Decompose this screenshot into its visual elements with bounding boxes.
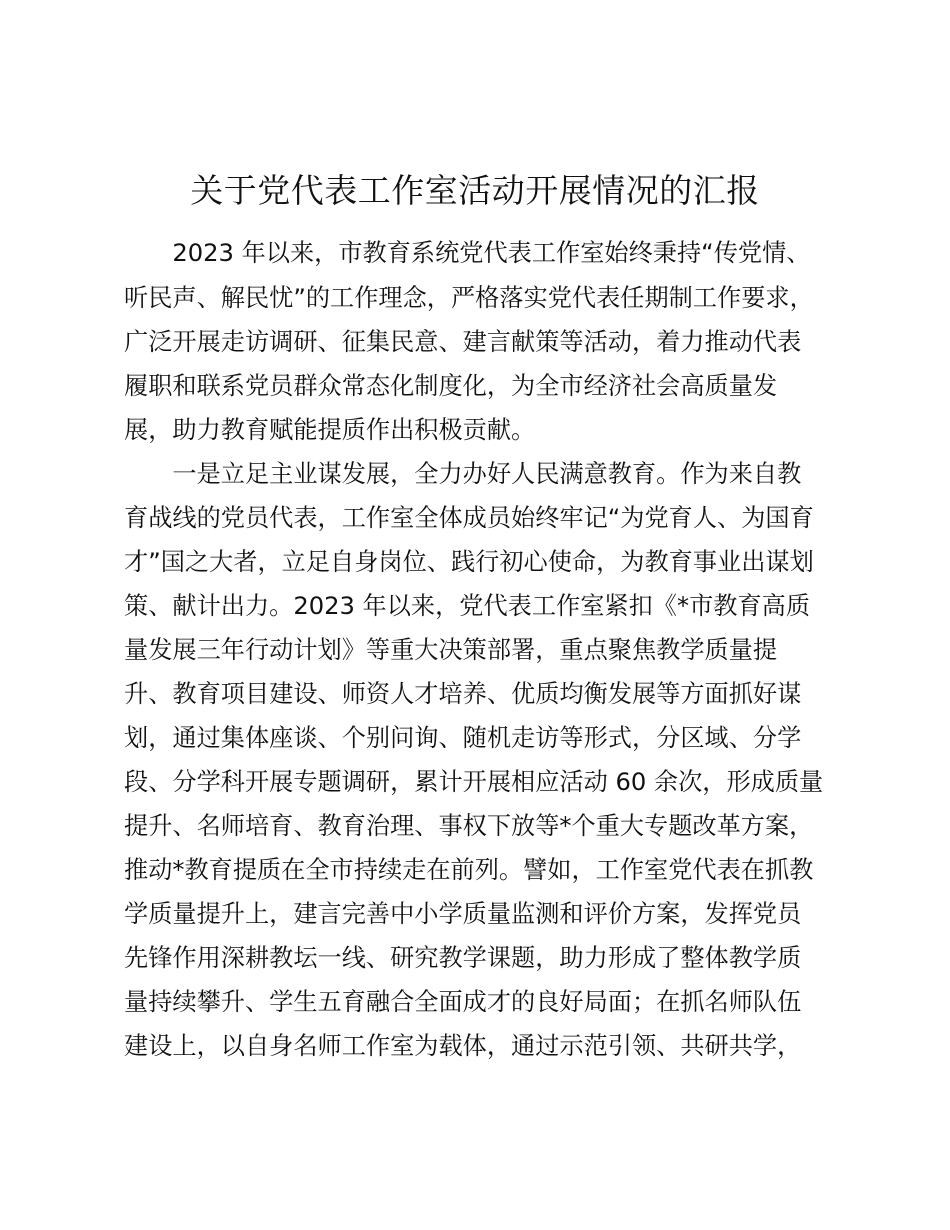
document-title: 关于党代表工作室活动开展情况的汇报: [190, 171, 760, 210]
paragraph-line: 广泛开展走访调研、征集民意、建言献策等活动，着力推动代表: [124, 328, 802, 356]
paragraph-line: 先锋作用深耕教坛一线、研究教学课题，助力形成了整体教学质: [124, 944, 802, 972]
paragraph-line: 提升、名师培育、教育治理、事权下放等*个重大专题改革方案，: [124, 812, 814, 840]
paragraph-line: 量持续攀升、学生五育融合全面成才的良好局面；在抓名师队伍: [124, 988, 802, 1016]
paragraph-line: 履职和联系党员群众常态化制度化，为全市经济社会高质量发: [124, 372, 778, 400]
paragraph-line: 2023 年以来，市教育系统党代表工作室始终秉持“传党情、: [124, 239, 811, 267]
paragraph-line: 量发展三年行动计划》等重大决策部署，重点聚焦教学质量提: [124, 636, 778, 664]
paragraph-line: 育战线的党员代表，工作室全体成员始终牢记“为党育人、为国育: [124, 504, 814, 532]
paragraph-line: 策、献计出力。2023 年以来，党代表工作室紧扣《*市教育高质: [124, 592, 811, 620]
paragraph-line: 段、分学科开展专题调研，累计开展相应活动 60 余次，形成质量: [124, 768, 824, 796]
paragraph-line: 建设上，以自身名师工作室为载体，通过示范引领、共研共学，: [124, 1032, 802, 1060]
paragraph-line: 才”国之大者，立足自身岗位、践行初心使命，为教育事业出谋划: [124, 548, 814, 576]
paragraph-line: 升、教育项目建设、师资人才培养、优质均衡发展等方面抓好谋: [124, 680, 802, 708]
paragraph-line: 一是立足主业谋发展，全力办好人民满意教育。作为来自教: [124, 460, 802, 488]
paragraph-line: 推动*教育提质在全市持续走在前列。譬如，工作室党代表在抓教: [124, 856, 814, 884]
paragraph-line: 划，通过集体座谈、个别问询、随机走访等形式，分区域、分学: [124, 724, 802, 752]
paragraph-line: 展，助力教育赋能提质作出积极贡献。: [124, 416, 536, 444]
paragraph-line: 听民声、解民忧”的工作理念，严格落实党代表任期制工作要求，: [124, 284, 814, 312]
paragraph-line: 学质量提升上，建言完善中小学质量监测和评价方案，发挥党员: [124, 900, 802, 928]
